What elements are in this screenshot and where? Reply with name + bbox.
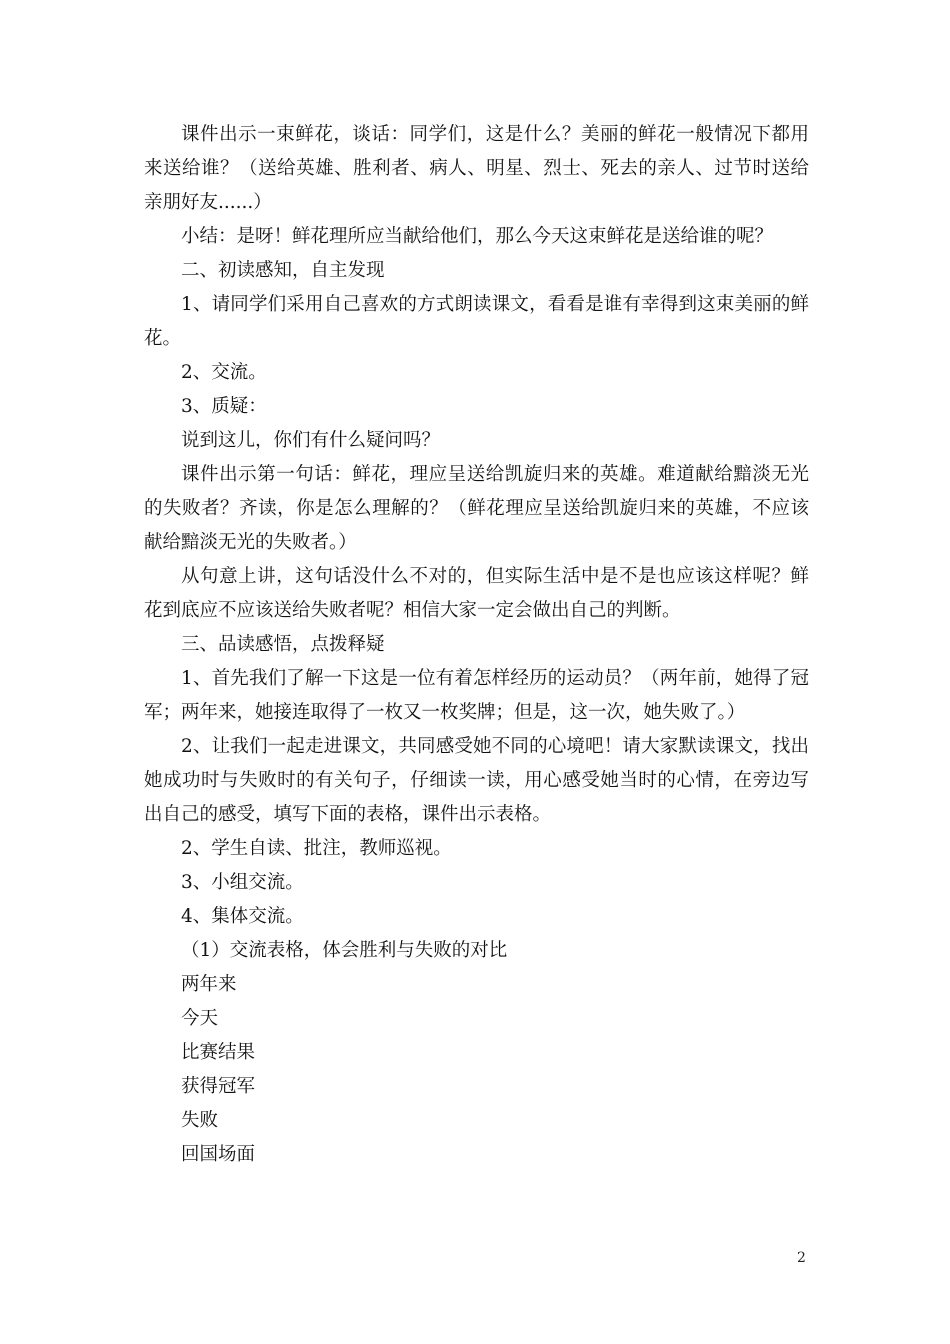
paragraph-any-questions: 说到这儿，你们有什么疑问吗？: [181, 430, 441, 451]
paragraph-group-exchange: 3、小组交流。: [181, 872, 304, 893]
table-item-today: 今天: [181, 1008, 219, 1029]
paragraph-intro-courseware: 课件出示一束鲜花，谈话：同学们，这是什么？美丽的鲜花一般情况下都用来送给谁？（送给英雄、胜利者、病人、明星、烈士、死去的亲人、过节时送给亲朋好友......）: [144, 124, 809, 213]
table-item-champion: 获得冠军: [181, 1076, 256, 1097]
section-heading-first-reading: 二、初读感知，自主发现: [181, 260, 385, 281]
page-number: 2: [797, 1250, 806, 1266]
paragraph-sentence-meaning: 从句意上讲，这句话没什么不对的，但实际生活中是不是也应该这样呢？鲜花到底应不应该送给失败者呢？相信大家一定会做出自己的判断。: [144, 566, 809, 621]
paragraph-first-sentence: 课件出示第一句话：鲜花，理应呈送给凯旋归来的英雄。难道献给黯淡无光的失败者？齐读，你是怎么理解的？（鲜花理应呈送给凯旋归来的英雄，不应该献给黯淡无光的失败者。）: [144, 464, 809, 553]
paragraph-self-reading: 2、学生自读、批注，教师巡视。: [181, 838, 452, 859]
document-body: [144, 118, 809, 1172]
paragraph-step-1-read-aloud: 1、请同学们采用自己喜欢的方式朗读课文，看看是谁有幸得到这束美丽的鲜花。: [144, 294, 809, 349]
paragraph-step-3-question: 3、质疑：: [181, 396, 267, 417]
paragraph-enter-text: 2、让我们一起走进课文，共同感受她不同的心境吧！请大家默读课文，找出她成功时与失败时的有关句子，仔细读一读，用心感受她当时的心情，在旁边写出自己的感受，填写下面的表格，课件出示表格。: [144, 736, 809, 825]
table-item-failure: 失败: [181, 1110, 219, 1131]
paragraph-collective-exchange: 4、集体交流。: [181, 906, 304, 927]
paragraph-athlete-experience: 1、首先我们了解一下这是一位有着怎样经历的运动员？（两年前，她得了冠军；两年来，她接连取得了一枚又一枚奖牌；但是，这一次，她失败了。）: [144, 668, 809, 723]
table-item-return-scene: 回国场面: [181, 1144, 256, 1165]
table-item-two-years: 两年来: [181, 974, 237, 995]
table-item-result: 比赛结果: [181, 1042, 256, 1063]
paragraph-summary: 小结：是呀！鲜花理所应当献给他们，那么今天这束鲜花是送给谁的呢？: [181, 226, 774, 247]
paragraph-table-exchange: （1）交流表格，体会胜利与失败的对比: [181, 940, 508, 961]
section-heading-close-reading: 三、品读感悟，点拨释疑: [181, 634, 385, 655]
paragraph-step-2-exchange: 2、交流。: [181, 362, 267, 383]
